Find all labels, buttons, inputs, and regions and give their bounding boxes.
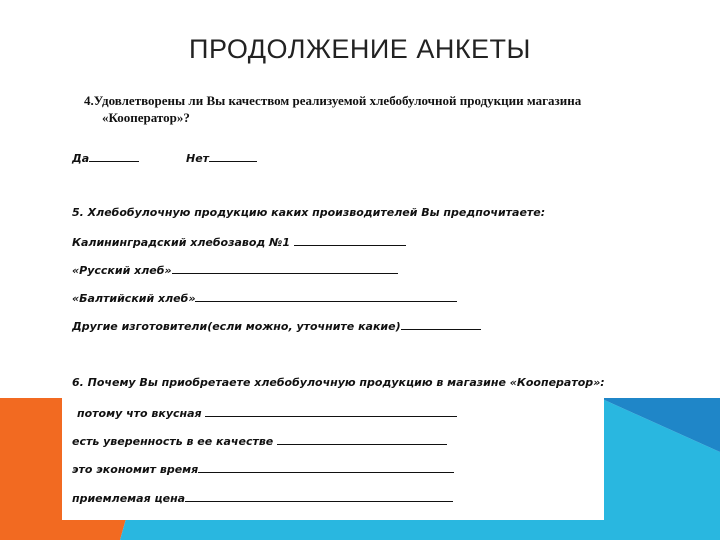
question-6-text: 6. Почему Вы приобретаете хлебобулочную продукцию в магазине «Кооператор»: <box>72 376 605 389</box>
q6-option-3 <box>72 461 454 476</box>
page-title: ПРОДОЛЖЕНИЕ АНКЕТЫ <box>189 34 531 64</box>
answer-yes <box>72 150 139 165</box>
q6-option-1-label: потому что вкусная <box>77 407 202 420</box>
q5-option-3-blank <box>195 290 457 302</box>
question-4 <box>84 92 664 126</box>
q5-option-3 <box>72 290 457 305</box>
q5-option-4-label: Другие изготовители(если можно, уточните какие) <box>72 320 401 333</box>
q6-option-2-label: есть уверенность в ее качестве <box>72 435 274 448</box>
q6-option-4-label: приемлемая цена <box>72 492 186 505</box>
q6-option-2 <box>72 433 447 448</box>
q5-option-2 <box>72 262 398 277</box>
q5-option-3-label: «Балтийский хлеб» <box>72 292 196 305</box>
q5-option-2-label: «Русский хлеб» <box>72 264 172 277</box>
answer-yes-blank <box>89 150 139 162</box>
answer-no-blank <box>209 150 257 162</box>
q6-option-2-blank <box>277 433 447 445</box>
q5-option-1-blank <box>294 234 406 246</box>
question-5-text: 5. Хлебобулочную продукцию каких производителей Вы предпочитаете: <box>72 206 546 219</box>
q5-option-4 <box>72 318 481 333</box>
q6-option-3-label: это экономит время <box>72 463 199 476</box>
q5-option-2-blank <box>172 262 398 274</box>
q5-option-1-label: Калининградский хлебозавод №1 <box>72 236 291 249</box>
question-4-line1: 4.Удовлетворены ли Вы качеством реализуемой хлебобулочной продукции магазина <box>84 93 582 108</box>
q6-option-4 <box>72 490 453 505</box>
answer-no <box>186 150 257 165</box>
q6-option-1-blank <box>205 405 457 417</box>
q5-option-4-blank <box>401 318 481 330</box>
q6-option-4-blank <box>185 490 453 502</box>
q6-option-3-blank <box>198 461 454 473</box>
q5-option-1 <box>72 234 406 249</box>
answer-yes-label: Да <box>72 152 90 165</box>
answer-no-label: Нет <box>186 152 210 165</box>
q6-option-1 <box>77 405 457 420</box>
question-4-line2: «Кооператор»? <box>102 110 190 125</box>
